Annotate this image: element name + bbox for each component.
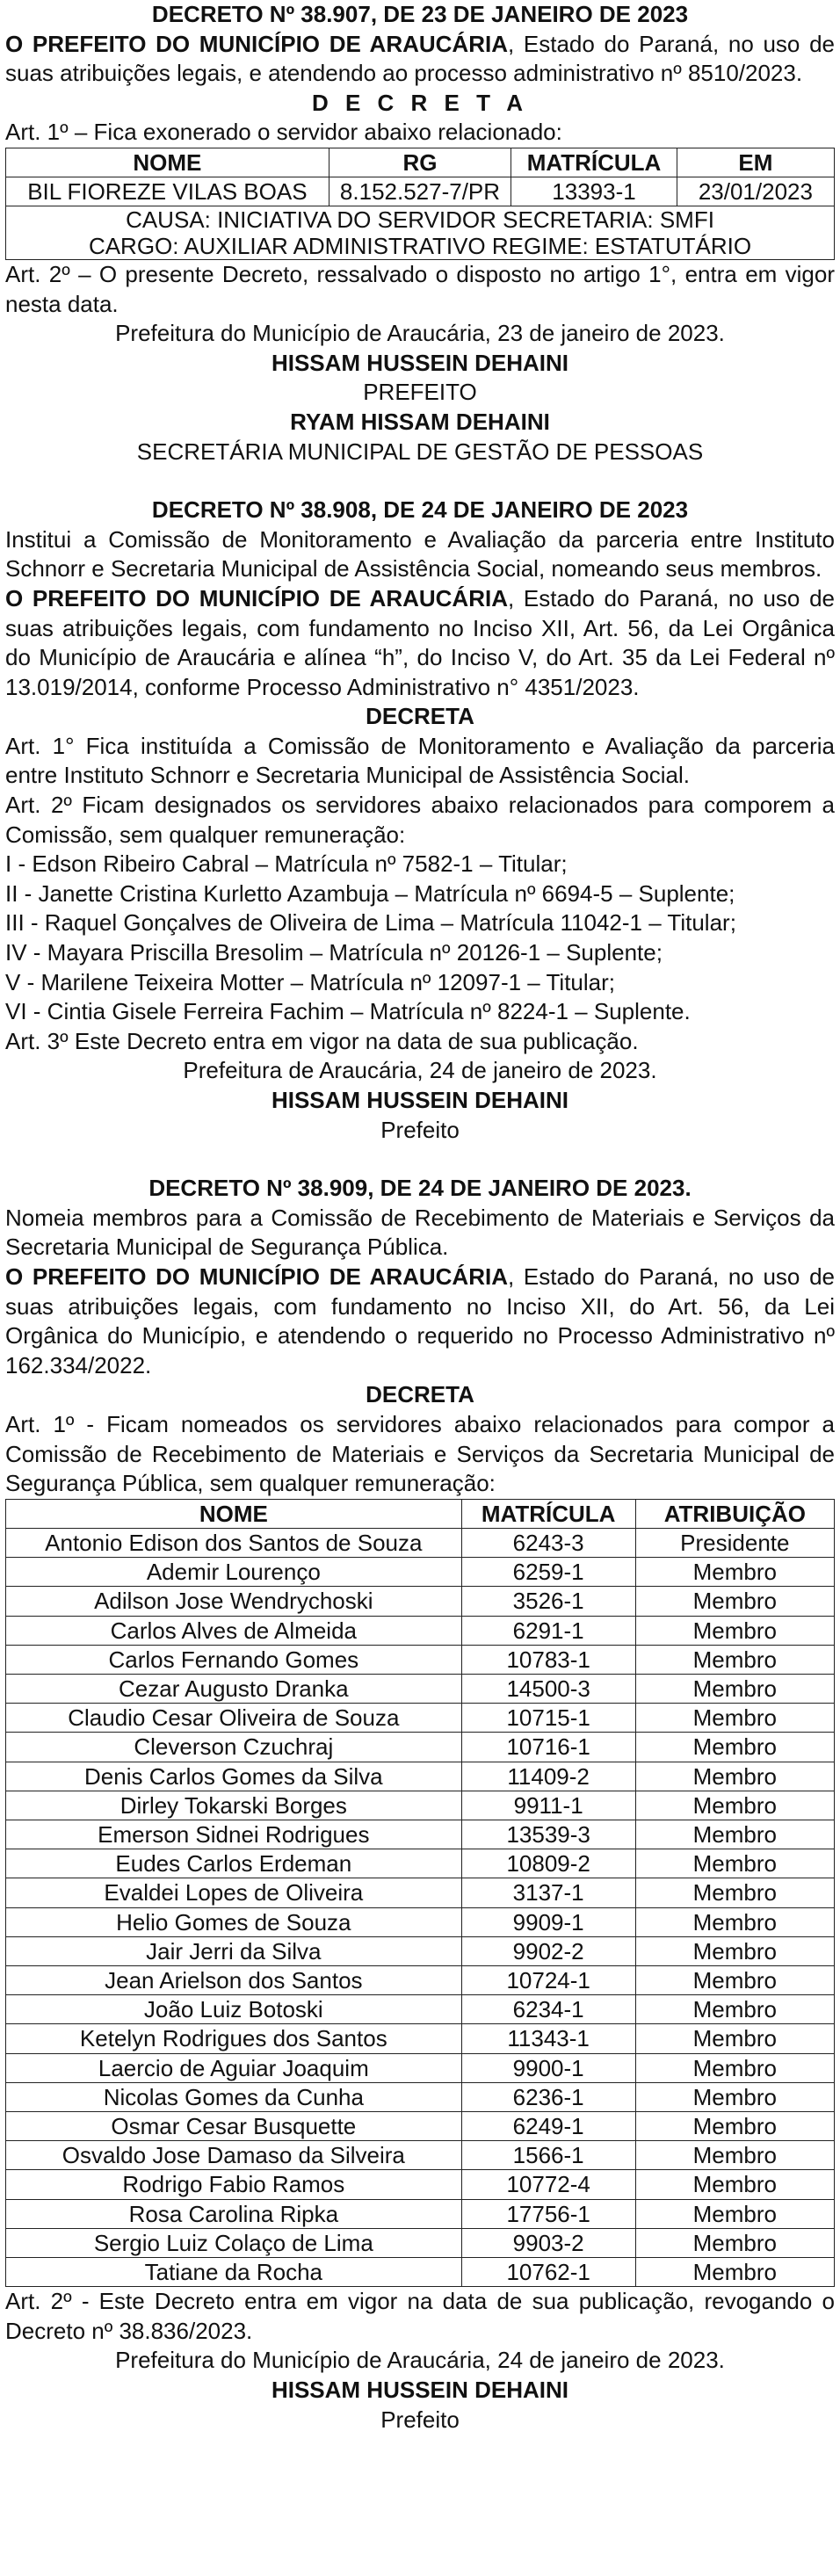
cell-atribuicao: Membro [635,1820,834,1849]
cell-matricula: 9909-1 [461,1907,635,1936]
table-row [6,2141,835,2170]
cell-nome: Dirley Tokarski Borges [6,1791,462,1820]
cell-nome: Carlos Alves de Almeida [6,1616,462,1645]
col-matricula: MATRÍCULA [511,148,677,177]
table-row [6,206,835,259]
cell-nome: Claudio Cesar Oliveira de Souza [6,1704,462,1733]
place-date: Prefeitura de Araucária, 24 de janeiro de 2023. [183,1057,657,1084]
cell-nome: Tatiane da Rocha [6,2258,462,2287]
decreta-heading: DECRETA [366,1381,474,1408]
cell-atribuicao: Membro [635,1704,834,1733]
cell-atribuicao: Membro [635,2228,834,2257]
table-row [6,1674,835,1703]
article-2: Art. 2º Ficam designados os servidores abaixo relacionados para comporem a Comissão, sem qualquer remuneração: [5,792,835,848]
intro-bold: O PREFEITO DO MUNICÍPIO DE ARAUCÁRIA [5,30,508,57]
col-atribuicao: ATRIBUIÇÃO [635,1499,834,1528]
decree-38909 [5,1174,835,2435]
cell-nome: Carlos Fernando Gomes [6,1645,462,1674]
cell-matricula: 14500-3 [461,1674,635,1703]
article-2: Art. 2º – O presente Decreto, ressalvado o disposto no artigo 1°, entra em vigor nesta data. [5,260,835,317]
cell-details [6,206,835,259]
cell-nome: Eudes Carlos Erdeman [6,1849,462,1878]
table-row [6,1558,835,1587]
cell-nome: Osmar Cesar Busquette [6,2111,462,2140]
place-date: Prefeitura do Município de Araucária, 24 de janeiro de 2023. [115,2347,725,2374]
table-row [6,2228,835,2257]
intro-bold: O PREFEITO DO MUNICÍPIO DE ARAUCÁRIA [5,584,508,611]
table-row [6,1878,835,1907]
cell-atribuicao: Membro [635,2258,834,2287]
cell-nome: Rodrigo Fabio Ramos [6,2170,462,2199]
signer-role: Prefeito [380,2406,460,2433]
table-header-row [6,148,835,177]
cell-matricula: 10772-4 [461,2170,635,2199]
cell-matricula: 11343-1 [461,2024,635,2053]
table-row [6,1907,835,1936]
signer-name: RYAM HISSAM DEHAINI [290,408,550,435]
article-1: Art. 1° Fica instituída a Comissão de Monitoramento e Avaliação da parceria entre Instituto Schnorr e Secretaria Municipal de Assistência Social. [5,732,835,789]
commission-table [5,1499,835,2287]
table-row [6,177,835,206]
table-row [6,2111,835,2140]
signer-name: HISSAM HUSSEIN DEHAINI [271,2376,569,2403]
decreta-heading: D E C R E T A [311,89,529,116]
table-row [6,1733,835,1762]
cell-nome: BIL FIOREZE VILAS BOAS [6,177,329,206]
decree-intro [5,1263,835,1380]
table-row [6,2170,835,2199]
member-item: II - Janette Cristina Kurletto Azambuja – Matrícula nº 6694-5 – Suplente; [5,879,735,907]
cell-atribuicao: Membro [635,1733,834,1762]
cell-atribuicao: Membro [635,1791,834,1820]
article-1: Art. 1º – Fica exonerado o servidor abaixo relacionado: [5,119,562,146]
signer-name: HISSAM HUSSEIN DEHAINI [271,1087,569,1113]
cell-nome: Adilson Jose Wendrychoski [6,1587,462,1616]
cell-matricula: 13539-3 [461,1820,635,1849]
table-row [6,1965,835,1994]
member-item: III - Raquel Gonçalves de Oliveira de Lima – Matrícula 11042-1 – Titular; [5,909,736,937]
decree-title: DECRETO Nº 38.908, DE 24 DE JANEIRO DE 2023 [151,496,689,524]
col-em: EM [677,148,834,177]
cell-nome: Ademir Lourenço [6,1558,462,1587]
cell-atribuicao: Membro [635,1995,834,2024]
cell-matricula: 3137-1 [461,1878,635,1907]
cell-nome: Emerson Sidnei Rodrigues [6,1820,462,1849]
cell-nome: Rosa Carolina Ripka [6,2199,462,2228]
member-item: I - Edson Ribeiro Cabral – Matrícula nº 7582-1 – Titular; [5,850,568,878]
cell-matricula: 6291-1 [461,1616,635,1645]
decree-38908 [5,496,835,1145]
decreta-heading: DECRETA [366,703,474,730]
cell-atribuicao: Membro [635,1587,834,1616]
cell-matricula: 10809-2 [461,1849,635,1878]
cell-matricula: 6243-3 [461,1528,635,1557]
member-item: V - Marilene Teixeira Motter – Matrícula nº 12097-1 – Titular; [5,968,615,995]
table-row [6,1616,835,1645]
cell-nome: Ketelyn Rodrigues dos Santos [6,2024,462,2053]
cell-atribuicao: Membro [635,2170,834,2199]
place-date: Prefeitura do Município de Araucária, 23 de janeiro de 2023. [115,320,725,347]
article-3: Art. 3º Este Decreto entra em vigor na data de sua publicação. [5,1027,639,1054]
cell-atribuicao: Membro [635,1878,834,1907]
table-row [6,1936,835,1965]
cell-matricula: 6259-1 [461,1558,635,1587]
cell-nome: Denis Carlos Gomes da Silva [6,1762,462,1791]
cell-nome: Nicolas Gomes da Cunha [6,2082,462,2111]
cell-nome: Jair Jerri da Silva [6,1936,462,1965]
cell-atribuicao: Membro [635,1558,834,1587]
table-row [6,1820,835,1849]
table-row [6,2082,835,2111]
member-item: IV - Mayara Priscilla Bresolim – Matrícula nº 20126-1 – Suplente; [5,939,663,966]
cell-nome: Evaldei Lopes de Oliveira [6,1878,462,1907]
table-row [6,1849,835,1878]
cargo-line: CARGO: AUXILIAR ADMINISTRATIVO REGIME: ESTATUTÁRIO [88,232,752,259]
section-gap [5,1145,835,1174]
member-item: VI - Cintia Gisele Ferreira Fachim – Matrícula nº 8224-1 – Suplente. [5,998,691,1025]
decree-intro [5,30,835,89]
cell-matricula: 10783-1 [461,1645,635,1674]
intro-rest: , Estado do Paraná, no uso de suas atribuições legais, com fundamento no Inciso XII, do Art. 56, da Lei Orgânica do Município, e atendendo o requerido no Processo Administrativo nº 162.334/2022. [5,1263,835,1378]
cell-nome: Jean Arielson dos Santos [6,1965,462,1994]
cell-atribuicao: Membro [635,2141,834,2170]
cell-atribuicao: Membro [635,1762,834,1791]
table-row [6,1995,835,2024]
decree-title: DECRETO Nº 38.909, DE 24 DE JANEIRO DE 2023. [148,1175,692,1202]
table-header-row [6,1499,835,1528]
cell-atribuicao: Membro [635,1645,834,1674]
cell-atribuicao: Membro [635,2053,834,2082]
signer-name: HISSAM HUSSEIN DEHAINI [271,349,569,376]
cell-matricula: 1566-1 [461,2141,635,2170]
cell-atribuicao: Presidente [635,1528,834,1557]
decree-intro [5,584,835,702]
decree-title: DECRETO Nº 38.907, DE 23 DE JANEIRO DE 2023 [151,1,689,27]
article-1: Art. 1º - Ficam nomeados os servidores abaixo relacionados para compor a Comissão de Recebimento de Materiais e Serviços da Secretaria Municipal de Segurança Pública, sem qualquer remuneração: [5,1410,835,1497]
cell-matricula: 17756-1 [461,2199,635,2228]
commission-table-body [6,1528,835,2286]
col-matricula: MATRÍCULA [461,1499,635,1528]
cell-matricula: 6234-1 [461,1995,635,2024]
signer-role: SECRETÁRIA MUNICIPAL DE GESTÃO DE PESSOAS [136,438,704,465]
cell-nome: Cleverson Czuchraj [6,1733,462,1762]
cell-nome: Sergio Luiz Colaço de Lima [6,2228,462,2257]
cell-nome: João Luiz Botoski [6,1995,462,2024]
cell-matricula: 3526-1 [461,1587,635,1616]
cell-matricula: 6249-1 [461,2111,635,2140]
cell-nome: Cezar Augusto Dranka [6,1674,462,1703]
section-gap [5,467,835,496]
intro-rest: , Estado do Paraná, no uso de suas atribuições legais, e atendendo ao processo administrativo nº 8510/2023. [5,30,835,87]
col-nome: NOME [6,148,329,177]
cell-matricula: 13393-1 [511,177,677,206]
cell-atribuicao: Membro [635,1616,834,1645]
table-row [6,1704,835,1733]
cell-matricula: 9903-2 [461,2228,635,2257]
col-nome: NOME [6,1499,462,1528]
causa-line: CAUSA: INICIATIVA DO SERVIDOR SECRETARIA: SMFI [126,206,714,233]
decree-summary: Nomeia membros para a Comissão de Recebimento de Materiais e Serviços da Secretaria Municipal de Segurança Pública. [5,1204,835,1261]
decree-summary: Institui a Comissão de Monitoramento e Avaliação da parceria entre Instituto Schnorr e Secretaria Municipal de Assistência Social, nomeando seus membros. [5,525,835,582]
cell-atribuicao: Membro [635,1674,834,1703]
cell-atribuicao: Membro [635,2199,834,2228]
table-row [6,1791,835,1820]
cell-matricula: 10762-1 [461,2258,635,2287]
cell-matricula: 9911-1 [461,1791,635,1820]
table-row [6,1587,835,1616]
cell-nome: Osvaldo Jose Damaso da Silveira [6,2141,462,2170]
cell-rg: 8.152.527-7/PR [329,177,511,206]
cell-atribuicao: Membro [635,1965,834,1994]
col-rg: RG [329,148,511,177]
cell-atribuicao: Membro [635,1936,834,1965]
cell-matricula: 10716-1 [461,1733,635,1762]
intro-rest: , Estado do Paraná, no uso de suas atribuições legais, com fundamento no Inciso XII, Art. 56, da Lei Orgânica do Município de Araucária e alínea “h”, do Inciso V, do Art. 35 da Lei Federal nº 13.019/2014, conforme Processo Administrativo n° 4351/2023. [5,584,835,700]
cell-matricula: 10715-1 [461,1704,635,1733]
cell-matricula: 6236-1 [461,2082,635,2111]
cell-atribuicao: Membro [635,2111,834,2140]
cell-atribuicao: Membro [635,2024,834,2053]
cell-matricula: 11409-2 [461,1762,635,1791]
decree-38907 [5,0,835,467]
signer-role: Prefeito [380,1116,460,1143]
exoneration-table [5,148,835,260]
cell-atribuicao: Membro [635,2082,834,2111]
cell-nome: Antonio Edison dos Santos de Souza [6,1528,462,1557]
cell-em: 23/01/2023 [677,177,834,206]
table-row [6,1762,835,1791]
cell-atribuicao: Membro [635,1849,834,1878]
table-row [6,2199,835,2228]
table-row [6,2053,835,2082]
cell-nome: Laercio de Aguiar Joaquim [6,2053,462,2082]
table-row [6,1528,835,1557]
article-2: Art. 2º - Este Decreto entra em vigor na data de sua publicação, revogando o Decreto nº 38.836/2023. [5,2288,835,2344]
table-row [6,1645,835,1674]
intro-bold: O PREFEITO DO MUNICÍPIO DE ARAUCÁRIA [5,1263,508,1290]
table-row [6,2258,835,2287]
table-row [6,2024,835,2053]
signer-role: PREFEITO [363,379,477,406]
cell-matricula: 9902-2 [461,1936,635,1965]
cell-matricula: 9900-1 [461,2053,635,2082]
cell-atribuicao: Membro [635,1907,834,1936]
cell-nome: Helio Gomes de Souza [6,1907,462,1936]
cell-matricula: 10724-1 [461,1965,635,1994]
